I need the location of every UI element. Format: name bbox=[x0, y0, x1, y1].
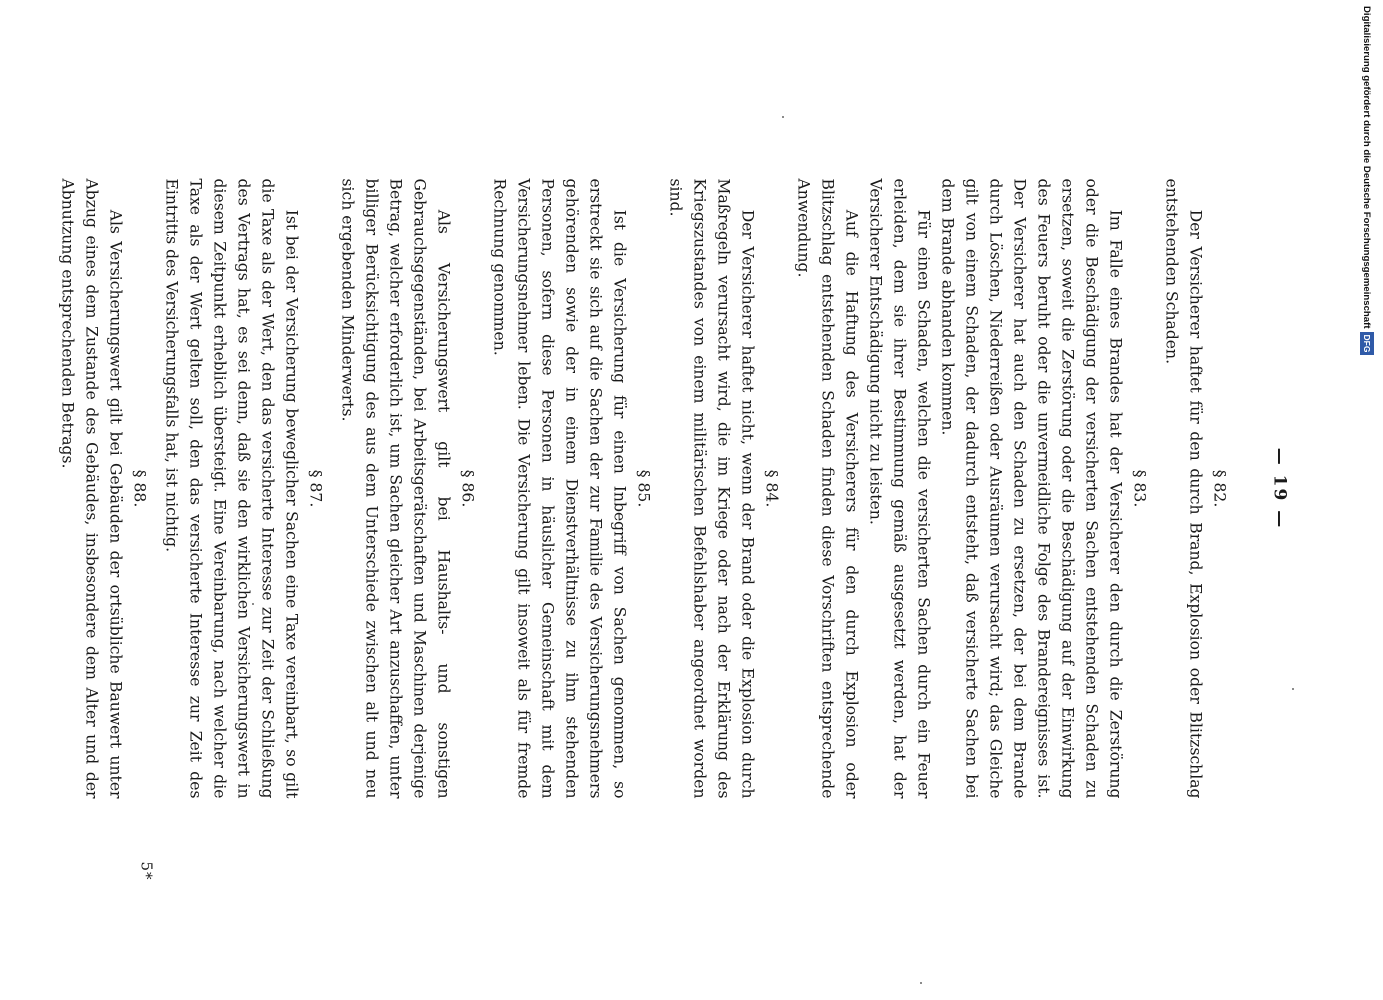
digitization-stamp bbox=[1355, 6, 1377, 386]
paragraph: Für einen Schaden, welchen die versicherten Sachen durch ein Feuer erleiden, dem sie ihrer Bestimmung gemäß ausgesetzt werden, hat der Versicherer Entschädigung nicht zu leisten. bbox=[866, 178, 932, 798]
section-heading: § 87. bbox=[306, 469, 324, 507]
dfg-logo: DFG bbox=[1360, 332, 1374, 356]
signature-mark: 5* bbox=[137, 860, 155, 880]
paragraph: Ist die Versicherung für einen Inbegriff von Sachen genommen, so erstreckt sie sich auf die Sachen der zur Familie des Versicherungsnehmers gehörenden sowie der in einem Dienstverhältnisse zu ihm stehenden Personen, sofern diese Personen in häuslicher Gemeinschaft mit dem Versicherungsnehmer leben. Die Versicherung gilt insoweit als für fremde Rechnung genommen. bbox=[490, 178, 628, 798]
section-84 bbox=[663, 178, 783, 798]
paragraph: Der Versicherer haftet nicht, wenn der Brand oder die Explosion durch Maßregeln verursacht wird, die im Kriege oder nach der Erklärung des Kriegszustandes von einem militärischen Befehlshaber angeordnet worden sind. bbox=[666, 178, 756, 798]
section-heading: § 88. bbox=[130, 469, 148, 507]
paragraph: Als Versicherungswert gilt bei Haushalts- und sonstigen Gebrauchsgegenständen, bei Arbeitsgerätschaften und Maschinen derjenige Betrag, welcher erforderlich ist, um Sachen gleicher Art anzuschaffen, unter billiger Berücksichtigung des aus dem Unterschiede zwischen alt und neu sich ergebenden Minderwerts. bbox=[338, 178, 452, 798]
paragraph: Der Versicherer haftet für den durch Brand, Explosion oder Blitzschlag entstehenden Schaden. bbox=[1162, 178, 1204, 798]
stamp-text: Digitalisierung gefördert durch die Deutsche Forschungsgemeinschaft bbox=[1361, 6, 1372, 329]
page-content bbox=[55, 178, 1291, 798]
section-heading: § 83. bbox=[1130, 469, 1148, 507]
section-86 bbox=[335, 178, 479, 798]
paragraph: Ist bei der Versicherung beweglicher Sachen eine Taxe vereinbart, so gilt die Taxe als der Wert, den das versicherte Interesse zur Zeit der Schließung des Vertrags hat, es sei denn, daß sie den wirklichen Versicherungswert in diesem Zeitpunkt erheblich übersteigt. Eine Vereinbarung, nach welcher die Taxe als der Wert gelten soll, den das versicherte Interesse zur Zeit des Eintritts des Versicherungsfalls hat, ist nichtig. bbox=[162, 178, 300, 798]
section-83 bbox=[791, 178, 1151, 798]
scan-speck bbox=[782, 116, 784, 118]
section-heading: § 84. bbox=[762, 469, 780, 507]
section-85 bbox=[487, 178, 655, 798]
section-heading: § 86. bbox=[458, 469, 476, 507]
section-heading: § 85. bbox=[634, 469, 652, 507]
section-88 bbox=[55, 178, 151, 798]
paragraph: Im Falle eines Brandes hat der Versicherer den durch die Zerstörung oder die Beschädigung der versicherten Sachen entstehenden Schaden zu ersetzen, soweit die Zerstörung oder die Beschädigung auf der Einwirkung des Feuers beruht oder die unvermeidliche Folge des Brandereignisses ist. Der Versicherer hat auch den Schaden zu ersetzen, der bei dem Brande durch Löschen, Niederreißen oder Ausräumen verursacht wird; das Gleiche gilt von einem Schaden, der dadurch entsteht, daß versicherte Sachen bei dem Brande abhanden kommen. bbox=[938, 178, 1124, 798]
scan-speck bbox=[1292, 688, 1294, 690]
paragraph: Als Versicherungswert gilt bei Gebäuden der ortsübliche Bauwert unter Abzug eines dem Zustande des Gebäudes, insbesondere dem Alter und der Abnutzung entsprechenden Betrags. bbox=[58, 178, 124, 798]
paragraph: Auf die Haftung des Versicherers für den durch Explosion oder Blitzschlag entstehenden Schaden finden diese Vorschriften entsprechende Anwendung. bbox=[794, 178, 860, 798]
section-82 bbox=[1159, 178, 1231, 798]
page-number: — 19 — bbox=[1269, 447, 1289, 529]
scan-speck bbox=[252, 603, 254, 605]
section-heading: § 82. bbox=[1210, 469, 1228, 507]
section-87 bbox=[159, 178, 327, 798]
scan-speck bbox=[920, 982, 922, 984]
